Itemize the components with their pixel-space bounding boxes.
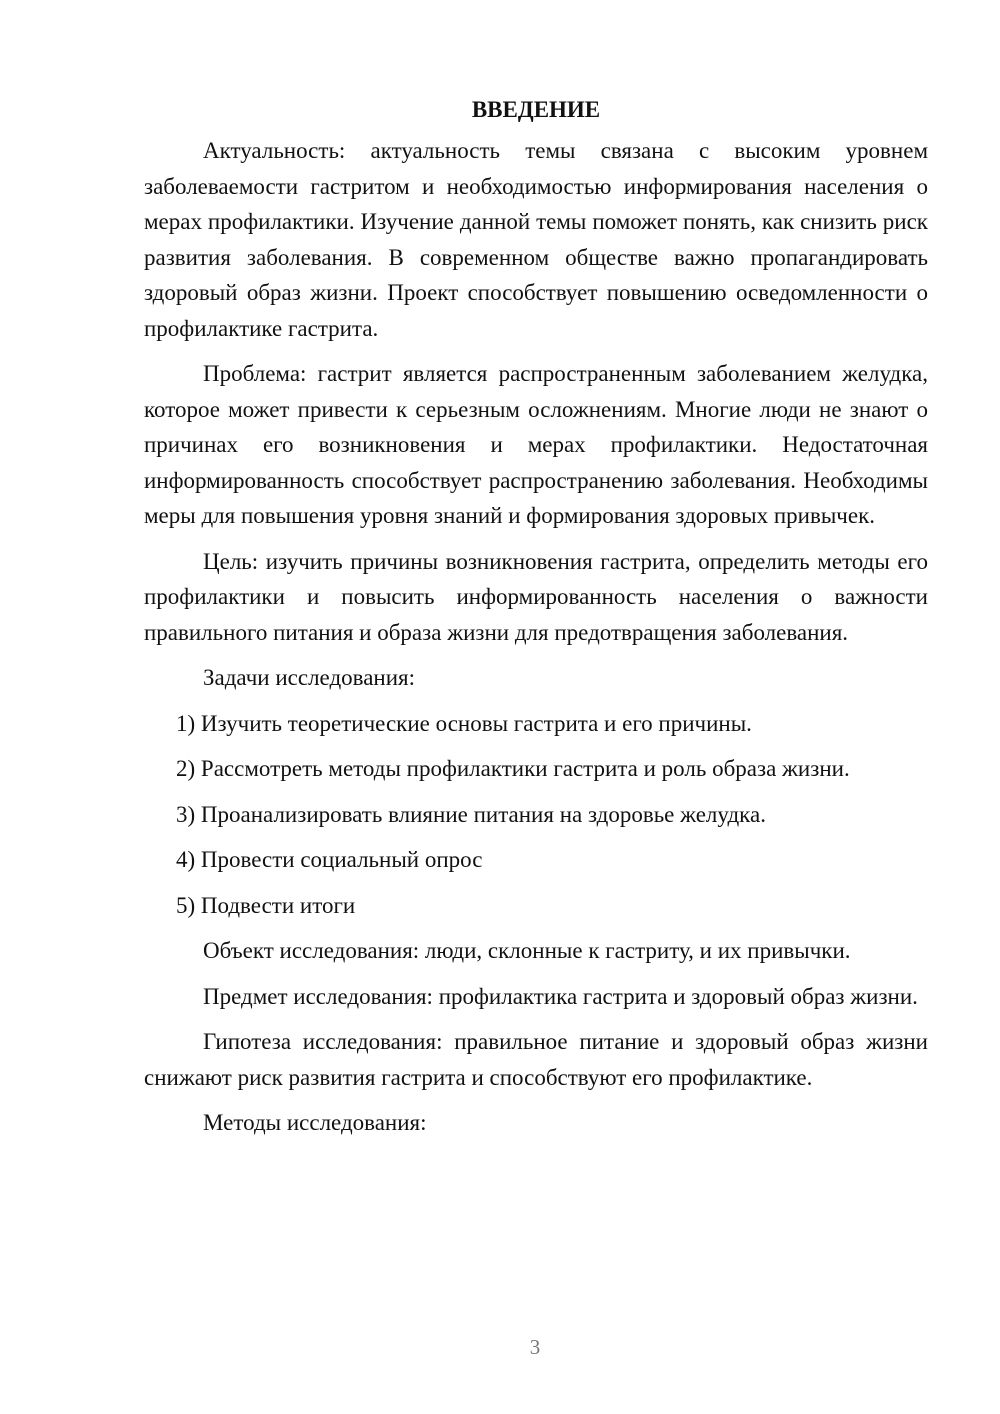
page-content (144, 92, 928, 1151)
page-number: 3 (529, 1335, 541, 1359)
paragraph-goal: Цель: изучить причины возникновения гастрита, определить методы его профилактики и повысить информированность населения о важности правильного питания и образа жизни для предотвращения заболевания. (144, 548, 928, 645)
section-title: ВВЕДЕНИЕ (471, 97, 601, 122)
paragraph-subject: Предмет исследования: профилактика гастрита и здоровый образ жизни. (203, 983, 918, 1009)
paragraph-problem: Проблема: гастрит является распространенным заболеванием желудка, которое может привести к серьезным осложнениям. Многие люди не знают о причинах его возникновения и мерах профилактики. Недостаточная информированность способствует распространению заболевания. Необходимы меры для повышения уровня знаний и формирования здоровых привычек. (144, 361, 928, 528)
paragraph-methods: Методы исследования: (203, 1110, 427, 1135)
list-item: 1) Изучить теоретические основы гастрита и его причины. (176, 710, 752, 736)
paragraph-object: Объект исследования: люди, склонные к гастриту, и их привычки. (203, 938, 851, 963)
list-item: 2) Рассмотреть методы профилактики гастрита и роль образа жизни. (176, 756, 850, 781)
paragraph-relevance: Актуальность: актуальность темы связана с высоким уровнем заболеваемости гастритом и необходимостью информирования населения о мерах профилактики. Изучение данной темы поможет понять, как снизить риск развития заболевания. В современном обществе важно пропагандировать здоровый образ жизни. Проект способствует повышению осведомленности о профилактике гастрита. (144, 138, 928, 341)
list-item: 3) Проанализировать влияние питания на здоровье желудка. (176, 801, 766, 827)
list-item: 4) Провести социальный опрос (176, 847, 483, 872)
paragraph-hypothesis: Гипотеза исследования: правильное питание и здоровый образ жизни снижают риск развития гастрита и способствуют его профилактике. (144, 1029, 928, 1090)
list-item: 5) Подвести итоги (176, 892, 356, 918)
paragraph-tasks-heading: Задачи исследования: (203, 665, 416, 690)
tasks-list (144, 706, 928, 924)
